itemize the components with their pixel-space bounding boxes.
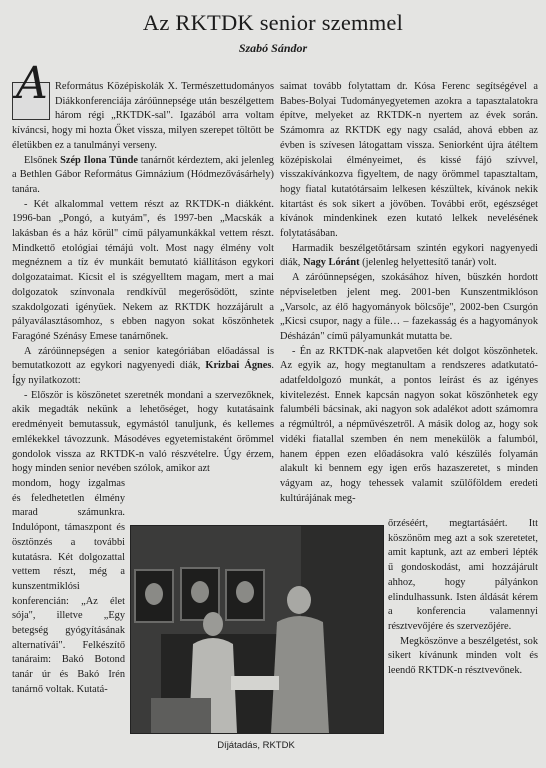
- photo-illustration: [131, 526, 383, 733]
- right-paragraph-2: Harmadik beszélgetőtársam szintén egykori nagyenyedi diák, Nagy Lóránt (jelenleg helyettesítő tanár) volt.: [280, 242, 538, 269]
- left-paragraph-6: mondom, hogy izgalmas és feledhetetlen élmény marad számunkra. Indulópont, támaszpont és ösztönzés a további kutatásra. Két dolgozattal vettem részt, még a kunszentmiklósi konferencián: „Az élet sója", illetve „Egy betegség gyógyításának alternatívái". Felkészítő tanáraim: Bakó Botond tanár úr és Bakó Irén tanárnő voltak. Kutatá-: [12, 477, 125, 695]
- photo-caption: Díjátadás, RKTDK: [217, 740, 295, 751]
- right-paragraph-1: saimat tovább folytattam dr. Kósa Ferenc segítségével a Babes-Bolyai Tudományegyetemen azokra a tapasztalatokra építve, melyeket az RKTDK-n nyertem az évek során. Számomra az RKTDK egy nagy család, ahová ebben az évben is szívesen látogattam vissza. Seniorként újra átéltem középiskolai élményeimet, és kissé fájó szívvel, visszakívánkozva figyeltem, de nagy örömmel tapasztaltam, hogy fiatal kutatótársaim lelkesen készültek, kívánok nekik kitartást és sok sikert a jövőben. További erőt, egészséget kívánok mindenkinek ezen kutató lelkek nevelésének folytatásában.: [280, 81, 538, 240]
- drop-cap: A: [12, 82, 50, 120]
- right-paragraph-4: - Én az RKTDK-nak alapvetően két dolgot köszönhetek. Az egyik az, hogy megtanultam a rendszeres adatkutató-adatfeldolgozó munkát, a pontos leírást és az igényes kivitelezést. Ennek kapcsán nagyon sokat köszönhetek egy falumbéli bácsinak, aki nagyon sok adalékot adott számomra a régmúltról, a népművészetről. A másik dolog az, hogy sok vidéki fiatallal szemben én nem menekülök a falumból, hanem éppen ezen előadásokra való készülés folyamán alakult ki bennem egy igen erős hazaszeretet, s minden vágyam az, hogy tehessek valamit szülőföldem eredeti kultúrájának meg-: [280, 345, 538, 504]
- award-photo: [130, 525, 384, 734]
- right-paragraph-6: Megköszönve a beszélgetést, sok sikert kívánunk minden volt és leendő RKTDK-n résztvevőnek.: [388, 635, 538, 677]
- person-left-head: [203, 612, 223, 636]
- left-paragraph-4: A záróünnepségen a senior kategóriában előadással is bemutatkozott az egykori nagyenyedi diák, Krizbai Ágnes. Így nyilatkozott:: [12, 345, 274, 387]
- person-right-head: [287, 586, 311, 614]
- award-item: [231, 676, 279, 690]
- left-paragraph-5: - Először is köszönetet szeretnék mondani a szervezőknek, akik megadták nekünk a lehetőséget, hogy kutatásaink eredményeit bemutassuk, egymástól tanuljunk, és kellemes emlékekkel távozzunk. Másodéves egyetemistaként örömmel gondolok vissza az RKTDK-n való részvételre. Úgy érzem, hogy minden senior nevében szólok, amikor azt: [12, 389, 274, 475]
- left-paragraph-3: - Két alkalommal vettem részt az RKTDK-n diákként. 1996-ban „Pongó, a kutyám", és 1997-ben „Macskák a lakásban és a ház körül" című pályamunkákkal vettem részt. Mindkettő etológiai témájú volt. Most nagy élmény volt megnéznem a tíz év munkáit bemutató kiállításon egykori dolgozataimat. Kicsit el is szégyelltem magam, mert a mai dolgozatok színvonala rendkívül megerősödött, szinte szakdolgozati igényűek. Nekem az RKTDK hozzájárult a pályaválasztásomhoz, s ebben nagyon sokat köszönhetek Faragóné Szénásy Emese tanárnőnek.: [12, 198, 274, 342]
- right-column: [280, 80, 538, 506]
- article-title: Az RKTDK senior szemmel: [142, 10, 404, 35]
- left-paragraph-2: Elsőnek Szép Ilona Tünde tanárnőt kérdeztem, aki jelenleg a Bethlen Gábor Református Gimnázium (Hódmezővásárhely) tanára.: [12, 154, 274, 195]
- right-lower-block: [388, 517, 538, 679]
- article-author: Szabó Sándor: [238, 41, 308, 55]
- right-paragraph-3: A záróünnepségen, szokásához híven, büszkén hordott népviseletben jelent meg. 2001-ben Kunszentmiklóson „Varsolc, az élő hagyományok bölcsője", 2002-ben Csurgón „Kicsi csupor, nagy a füle… – fazekasság és a hagyományok Désházán" című pályamunkát mutatta be.: [280, 272, 538, 342]
- left-lower-block: [12, 477, 125, 698]
- right-paragraph-5: őrzéséért, megtartásáért. Itt köszönöm meg azt a sok szeretetet, amit kaptunk, azt az emberi lépték ű gondoskodást, ami hozzájárult ahhoz, hogy pályánkon elindulhassunk. Isten áldását kérem a konferencia valamennyi résztvevőjére és szervezőjére.: [388, 518, 538, 632]
- person-right: [271, 616, 329, 733]
- left-paragraph-1: A Református Középiskolák X. Természettudományos Diákkonferenciája záróünnepsége után beszélgettem három régi „RKTDK-sal". Igazából arra voltam kíváncsi, hogy mi hozta Őket vissza, milyen szerepet töltött be életükben ez a tanulmányi verseny.: [12, 58, 274, 151]
